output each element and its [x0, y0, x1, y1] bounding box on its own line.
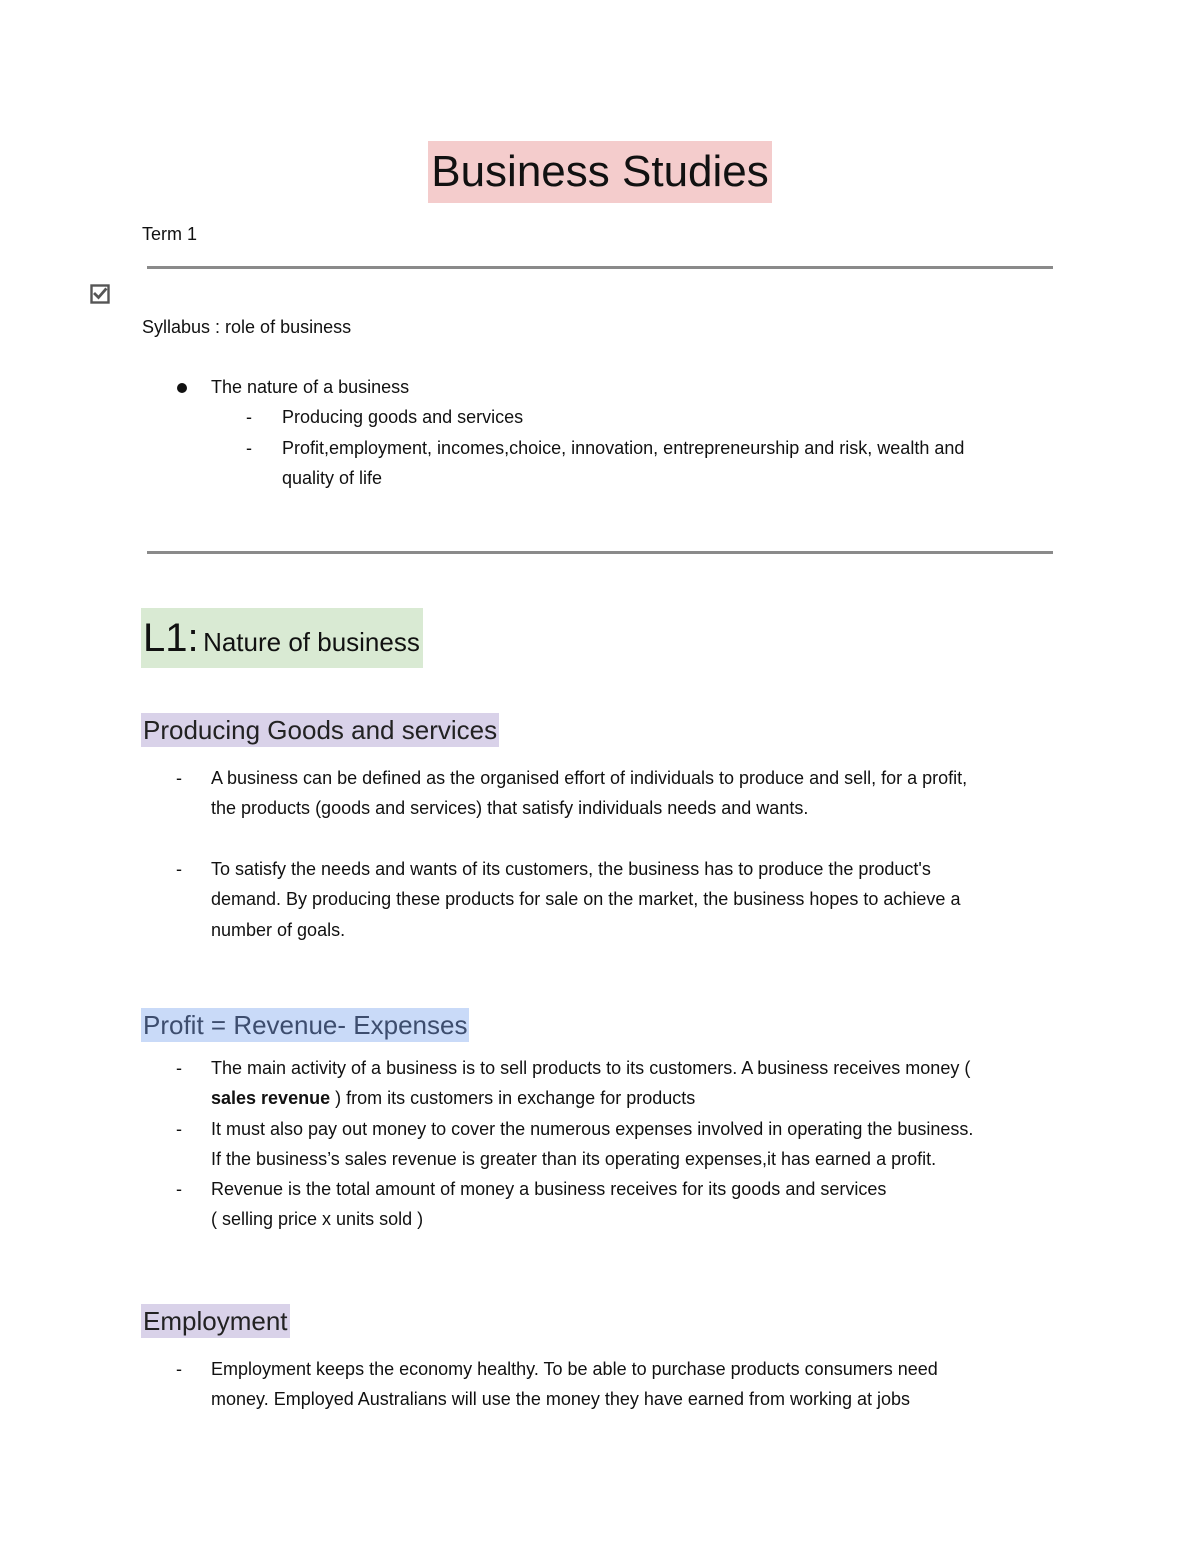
section-heading-profit: Profit = Revenue- Expenses [143, 1010, 468, 1040]
list-dash: - [176, 859, 182, 879]
syllabus-sub-item: Profit,employment, incomes,choice, innovation, entrepreneurship and risk, wealth and [282, 438, 965, 458]
bold-term: sales revenue [211, 1088, 331, 1108]
term-label: Term 1 [142, 224, 198, 244]
paragraph-line-with-bold [211, 1083, 1061, 1114]
syllabus-line: Syllabus : role of business [142, 317, 352, 337]
paragraph-line: The main activity of a business is to sell products to its customers. A business receives money ( [211, 1058, 971, 1078]
paragraph-line: If the business’s sales revenue is greater than its operating expenses,it has earned a profit. [211, 1149, 937, 1169]
title-wrapper [0, 141, 1200, 203]
paragraph-line: number of goals. [211, 920, 346, 940]
paragraph-line: To satisfy the needs and wants of its customers, the business has to produce the product's [211, 859, 931, 879]
list-dash: - [176, 1058, 182, 1078]
paragraph-line: the products (goods and services) that satisfy individuals needs and wants. [211, 798, 809, 818]
paragraph-line: A business can be defined as the organised effort of individuals to produce and sell, for a profit, [211, 768, 968, 788]
syllabus-sub-item: Producing goods and services [282, 407, 524, 427]
paragraph-line: Employment keeps the economy healthy. To be able to purchase products consumers need [211, 1359, 938, 1379]
list-dash: - [176, 1359, 182, 1379]
horizontal-divider-1 [147, 266, 1053, 269]
document-title: Business Studies [428, 141, 772, 203]
syllabus-sub-item-continued: quality of life [282, 468, 383, 488]
paragraph-line-rest: ) from its customers in exchange for products [330, 1088, 696, 1108]
sub-item-dash: - [246, 438, 252, 458]
paragraph-line: It must also pay out money to cover the numerous expenses involved in operating the business. [211, 1119, 974, 1139]
section-heading-employment: Employment [143, 1306, 288, 1336]
lesson-title: Nature of business [203, 627, 420, 657]
paragraph-line: ( selling price x units sold ) [211, 1209, 424, 1229]
paragraph-line: Revenue is the total amount of money a business receives for its goods and services [211, 1179, 887, 1199]
list-dash: - [176, 768, 182, 788]
lesson-heading [141, 608, 423, 668]
lesson-number: L1: [143, 616, 199, 660]
syllabus-list-item: The nature of a business [211, 377, 410, 397]
horizontal-divider-2 [147, 551, 1053, 554]
paragraph-line: demand. By producing these products for sale on the market, the business hopes to achieve a [211, 889, 961, 909]
paragraph-line: money. Employed Australians will use the money they have earned from working at jobs [211, 1389, 911, 1409]
sub-item-dash: - [246, 407, 252, 427]
list-dash: - [176, 1179, 182, 1199]
bullet-point [177, 383, 187, 393]
list-dash: - [176, 1119, 182, 1139]
checked-checkbox-icon[interactable] [90, 284, 110, 304]
section-heading-producing: Producing Goods and services [143, 715, 498, 745]
